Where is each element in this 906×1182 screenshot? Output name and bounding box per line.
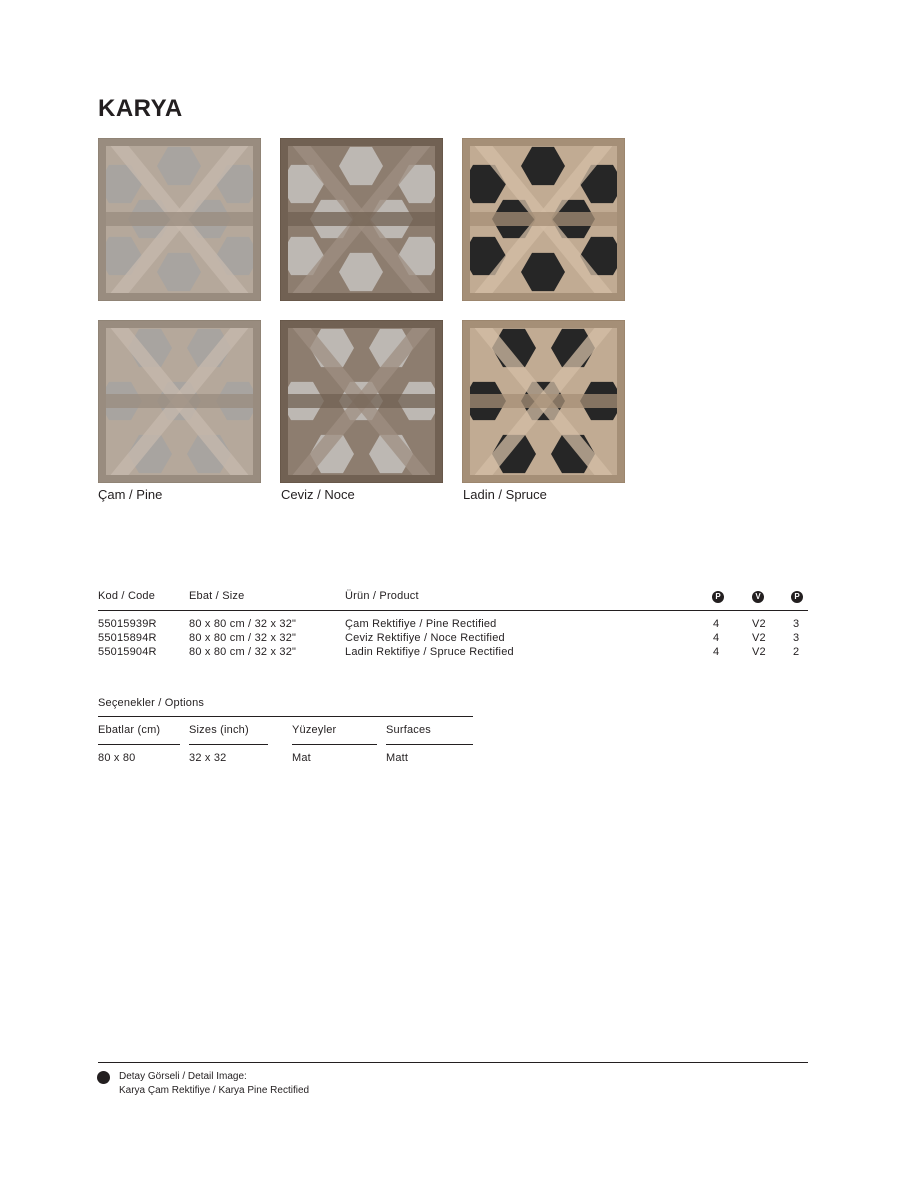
pei-icon: P — [712, 591, 724, 603]
options-header-underline — [292, 744, 377, 745]
row-shade: V2 — [752, 646, 766, 658]
row-code: 55015939R — [98, 618, 157, 630]
row-pei: 4 — [713, 618, 720, 630]
row-code: 55015894R — [98, 632, 157, 644]
header-size: Ebat / Size — [189, 590, 245, 602]
tile-pine-top — [98, 138, 261, 301]
row-size: 80 x 80 cm / 32 x 32" — [189, 632, 297, 644]
detail-image-icon — [97, 1071, 110, 1084]
options-title: Seçenekler / Options — [98, 697, 205, 709]
row-slip: 3 — [793, 618, 800, 630]
spec-divider — [98, 610, 808, 611]
options-header-underline — [189, 744, 268, 745]
row-size: 80 x 80 cm / 32 x 32" — [189, 618, 297, 630]
row-pei: 4 — [713, 646, 720, 658]
shade-variation-icon: V — [752, 591, 764, 603]
tile-spruce-bottom — [462, 320, 625, 483]
row-code: 55015904R — [98, 646, 157, 658]
tile-noce-bottom — [280, 320, 443, 483]
options-divider — [98, 716, 473, 717]
tile-spruce-top — [462, 138, 625, 301]
row-shade: V2 — [752, 632, 766, 644]
footer-divider — [98, 1062, 808, 1063]
row-product: Ceviz Rektifiye / Noce Rectified — [345, 632, 505, 644]
caption-noce: Ceviz / Noce — [281, 487, 355, 502]
row-size: 80 x 80 cm / 32 x 32" — [189, 646, 297, 658]
row-slip: 2 — [793, 646, 800, 658]
options-header: Sizes (inch) — [189, 724, 249, 736]
options-header: Surfaces — [386, 724, 432, 736]
caption-spruce: Ladin / Spruce — [463, 487, 547, 502]
tile-pine-bottom — [98, 320, 261, 483]
header-product: Ürün / Product — [345, 590, 419, 602]
tile-noce-top — [280, 138, 443, 301]
options-value: Mat — [292, 752, 311, 764]
header-code: Kod / Code — [98, 590, 156, 602]
row-product: Ladin Rektifiye / Spruce Rectified — [345, 646, 514, 658]
options-header: Ebatlar (cm) — [98, 724, 161, 736]
options-value: 32 x 32 — [189, 752, 227, 764]
caption-pine: Çam / Pine — [98, 487, 163, 502]
page-title: KARYA — [98, 95, 183, 122]
options-value: Matt — [386, 752, 409, 764]
row-shade: V2 — [752, 618, 766, 630]
options-header-underline — [98, 744, 180, 745]
row-product: Çam Rektifiye / Pine Rectified — [345, 618, 497, 630]
footer-detail-label: Detay Görseli / Detail Image: — [119, 1071, 247, 1082]
row-slip: 3 — [793, 632, 800, 644]
slip-icon: P — [791, 591, 803, 603]
options-header-underline — [386, 744, 473, 745]
options-value: 80 x 80 — [98, 752, 136, 764]
options-header: Yüzeyler — [292, 724, 337, 736]
row-pei: 4 — [713, 632, 720, 644]
footer-detail-value: Karya Çam Rektifiye / Karya Pine Rectified — [119, 1085, 310, 1096]
